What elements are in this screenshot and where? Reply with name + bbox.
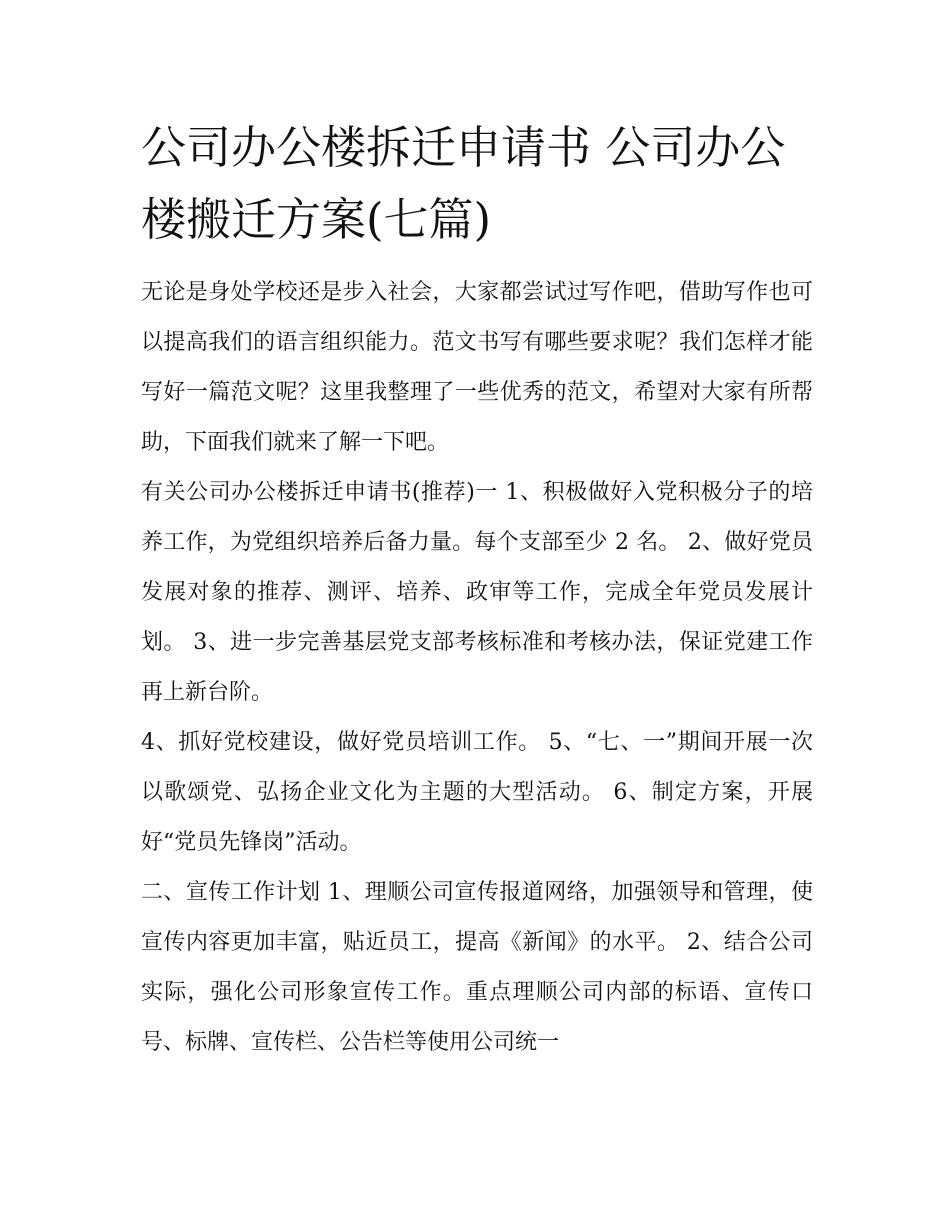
paragraph-party-work-2: 4、抓好党校建设，做好党员培训工作。 5、“七、一”期间开展一次以歌颂党、弘扬企业文化为主题的大型活动。 6、制定方案，开展好“党员先锋岗”活动。 — [141, 730, 813, 855]
paragraph-publicity-plan: 二、宣传工作计划 1、理顺公司宣传报道网络，加强领导和管理，使宣传内容更加丰富，贴近员工，提高《新闻》的水平。 2、结合公司实际，强化公司形象宣传工作。重点理顺公司内部的标语、宣传口号、标牌、宣传栏、公告栏等使用公司统一 — [141, 880, 813, 1055]
document-body — [141, 112, 813, 1068]
paragraph-list — [141, 268, 813, 1068]
paragraph-party-work-1: 有关公司办公楼拆迁申请书(推荐)一 1、积极做好入党积极分子的培养工作，为党组织培养后备力量。每个支部至少 2 名。 2、做好党员发展对象的推荐、测评、培养、政审等工作，完成全年党员发展计划。 3、进一步完善基层党支部考核标准和考核办法，保证党建工作再上新台阶。 — [141, 480, 813, 705]
document-title: 公司办公楼拆迁申请书 公司办公楼搬迁方案(七篇) — [141, 121, 786, 246]
paragraph-intro: 无论是身处学校还是步入社会，大家都尝试过写作吧，借助写作也可以提高我们的语言组织能力。范文书写有哪些要求呢？我们怎样才能写好一篇范文呢？这里我整理了一些优秀的范文，希望对大家有所帮助，下面我们就来了解一下吧。 — [141, 280, 813, 455]
